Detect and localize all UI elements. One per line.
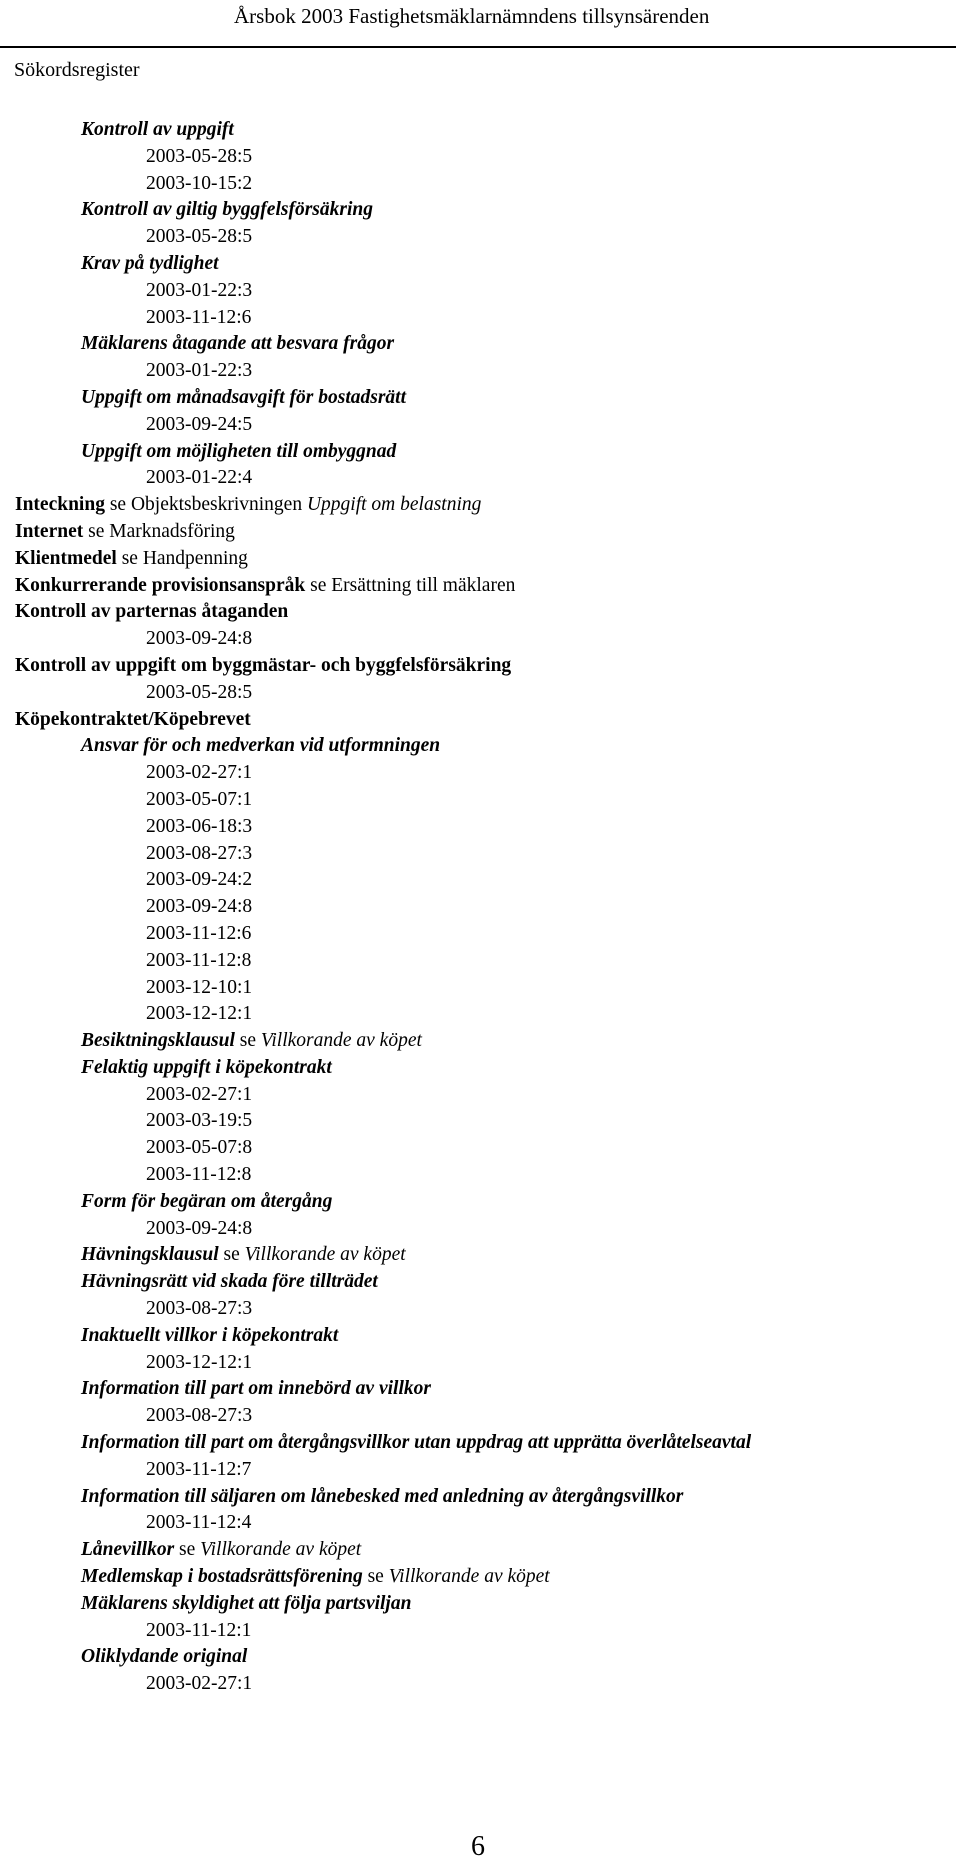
case-reference (0, 1216, 956, 1243)
section-label: Sökordsregister (14, 59, 140, 81)
entry-heading: Kontroll av uppgift (81, 119, 234, 140)
entry-heading: Form för begäran om återgång (81, 1190, 333, 1212)
entry-text: se (234, 1030, 261, 1052)
index-subentry (0, 1591, 956, 1618)
entry-heading: Inteckning (15, 494, 105, 516)
index-subentry (0, 331, 956, 358)
entry-heading: Köpekontraktet/Köpebrevet (15, 708, 251, 730)
entry-text: se Objektsbeskrivningen (104, 494, 307, 516)
case-reference (0, 1457, 956, 1484)
entry-heading: Medlemskap i bostadsrättsförening (81, 1566, 363, 1588)
index-entry (0, 707, 956, 734)
case-reference (0, 1082, 956, 1109)
index-subentry (0, 1323, 956, 1350)
entry-text: 2003-11-12:4 (146, 1512, 252, 1534)
case-reference (0, 867, 956, 894)
entry-text: se (218, 1244, 245, 1266)
case-reference (0, 948, 956, 975)
running-header-title: Årsbok 2003 Fastighetsmäklarnämndens tillsynsärenden (234, 4, 710, 28)
entry-text: 2003-08-27:3 (146, 842, 253, 864)
entry-heading: Ansvar för och medverkan vid utformningen (81, 735, 441, 757)
entry-text: 2003-09-24:5 (146, 413, 253, 435)
index-entry (0, 599, 956, 626)
cross-reference-text: Uppgift om belastning (306, 494, 482, 516)
case-reference (0, 1618, 956, 1645)
entry-text: 2003-10-15:2 (146, 172, 253, 194)
entry-text: 2003-02-27:1 (146, 1673, 253, 1695)
entry-text: 2003-09-24:8 (146, 1217, 253, 1239)
index-subentry (0, 1564, 956, 1591)
entry-text: 2003-02-27:1 (146, 762, 253, 784)
entry-text: 2003-06-18:3 (146, 815, 253, 837)
entry-text: 2003-12-12:1 (146, 1003, 253, 1025)
page-number: 6 (471, 1831, 485, 1862)
header-divider (0, 46, 956, 48)
case-reference (0, 224, 956, 251)
entry-text: se (362, 1566, 389, 1588)
entry-text: 2003-05-28:5 (146, 681, 253, 703)
entry-text: 2003-11-12:8 (146, 1164, 252, 1186)
entry-heading: Besiktningsklausul (81, 1030, 235, 1052)
index-subentry (0, 1644, 956, 1671)
index-subentry (0, 385, 956, 412)
index-subentry (0, 1430, 956, 1457)
entry-heading: Kontroll av parternas åtaganden (15, 601, 289, 623)
case-reference (0, 412, 956, 439)
entry-text: 2003-05-07:8 (146, 1137, 253, 1159)
entry-heading: Mäklarens skyldighet att följa partsviljan (81, 1592, 412, 1614)
index-subentry (0, 439, 956, 466)
index-entry (0, 573, 956, 600)
entry-heading: Uppgift om månadsavgift för bostadsrätt (81, 386, 407, 408)
entry-heading: Kontroll av giltig byggfelsförsäkring (81, 199, 373, 221)
entry-heading: Information till part om innebörd av villkor (81, 1378, 431, 1400)
case-reference (0, 1403, 956, 1430)
case-reference (0, 305, 956, 332)
case-reference (0, 1510, 956, 1537)
index-entry (0, 492, 956, 519)
index-subentry (0, 197, 956, 224)
index-subentry (0, 1055, 956, 1082)
case-reference (0, 1001, 956, 1028)
index-subentry (0, 1189, 956, 1216)
case-reference (0, 1162, 956, 1189)
keyword-index-list (0, 117, 956, 1698)
case-reference (0, 787, 956, 814)
index-subentry (0, 733, 956, 760)
case-reference (0, 921, 956, 948)
entry-heading: Klientmedel (15, 547, 117, 569)
index-subentry (0, 117, 956, 144)
entry-heading: Oliklydande original (81, 1646, 248, 1668)
entry-heading: Information till säljaren om lånebesked med anledning av återgångsvillkor (81, 1485, 684, 1507)
entry-text: 2003-12-12:1 (146, 1351, 253, 1373)
entry-heading: Kontroll av uppgift om byggmästar- och byggfelsförsäkring (15, 654, 512, 676)
cross-reference-text: Villkorande av köpet (244, 1244, 406, 1266)
case-reference (0, 1671, 956, 1698)
entry-text: 2003-11-12:6 (146, 922, 252, 944)
index-subentry (0, 1028, 956, 1055)
entry-text: 2003-02-27:1 (146, 1083, 253, 1105)
entry-text: 2003-05-28:5 (146, 145, 253, 167)
case-reference (0, 841, 956, 868)
entry-heading: Felaktig uppgift i köpekontrakt (81, 1056, 332, 1078)
entry-heading: Konkurrerande provisionsanspråk (15, 574, 306, 596)
case-reference (0, 278, 956, 305)
entry-text: 2003-09-24:2 (146, 869, 253, 891)
case-reference (0, 1135, 956, 1162)
entry-text: se (174, 1539, 201, 1561)
case-reference (0, 358, 956, 385)
entry-text: 2003-01-22:4 (146, 467, 253, 489)
case-reference (0, 465, 956, 492)
entry-text: 2003-11-12:8 (146, 949, 252, 971)
entry-text: 2003-03-19:5 (146, 1110, 253, 1132)
entry-text: 2003-01-22:3 (146, 279, 253, 301)
cross-reference-text: Villkorande av köpet (388, 1566, 550, 1588)
index-entry (0, 546, 956, 573)
entry-text: 2003-11-12:1 (146, 1619, 252, 1641)
entry-heading: Lånevillkor (81, 1539, 175, 1561)
entry-text: se Handpenning (116, 547, 248, 569)
entry-heading: Uppgift om möjligheten till ombyggnad (81, 440, 397, 462)
case-reference (0, 1296, 956, 1323)
entry-text: 2003-05-07:1 (146, 788, 253, 810)
entry-text: se Marknadsföring (83, 520, 235, 542)
entry-heading: Krav på tydlighet (81, 252, 219, 274)
case-reference (0, 144, 956, 171)
case-reference (0, 626, 956, 653)
entry-text: 2003-08-27:3 (146, 1298, 253, 1320)
entry-text: 2003-05-28:5 (146, 226, 253, 248)
entry-text: 2003-09-24:8 (146, 896, 253, 918)
entry-text: 2003-01-22:3 (146, 360, 253, 382)
entry-text: 2003-11-12:7 (146, 1458, 252, 1480)
entry-heading: Hävningsrätt vid skada före tillträdet (81, 1271, 378, 1293)
case-reference (0, 680, 956, 707)
entry-text: 2003-08-27:3 (146, 1405, 253, 1427)
cross-reference-text: Villkorande av köpet (200, 1539, 362, 1561)
entry-text: 2003-11-12:6 (146, 306, 252, 328)
index-subentry (0, 1484, 956, 1511)
case-reference (0, 894, 956, 921)
case-reference (0, 1350, 956, 1377)
index-subentry (0, 1376, 956, 1403)
index-subentry (0, 251, 956, 278)
entry-heading: Inaktuellt villkor i köpekontrakt (81, 1324, 339, 1346)
entry-text: 2003-12-10:1 (146, 976, 253, 998)
index-entry (0, 519, 956, 546)
entry-text: 2003-09-24:8 (146, 628, 253, 650)
entry-heading: Mäklarens åtagande att besvara frågor (81, 333, 395, 355)
cross-reference-text: Villkorande av köpet (260, 1030, 422, 1052)
index-subentry (0, 1269, 956, 1296)
entry-heading: Information till part om återgångsvillkor utan uppdrag att upprätta överlåtelseavtal (81, 1432, 752, 1454)
case-reference (0, 814, 956, 841)
case-reference (0, 760, 956, 787)
case-reference (0, 171, 956, 198)
entry-text: se Ersättning till mäklaren (305, 574, 516, 596)
index-entry (0, 653, 956, 680)
entry-heading: Hävningsklausul (81, 1244, 219, 1266)
case-reference (0, 975, 956, 1002)
index-subentry (0, 1537, 956, 1564)
entry-heading: Internet (15, 520, 84, 542)
index-subentry (0, 1242, 956, 1269)
case-reference (0, 1108, 956, 1135)
